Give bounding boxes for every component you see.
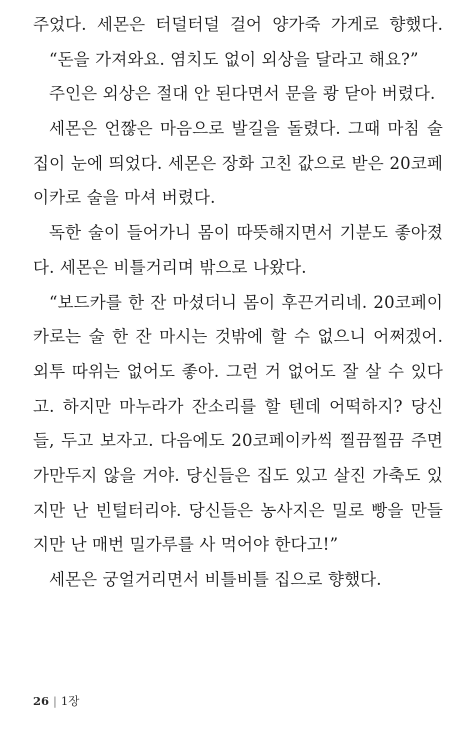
- text-line: 외투 따위는 없어도 좋아. 그런 거 없어도 잘 살 수 있다: [33, 361, 443, 381]
- text-line: 지만 난 매번 밀가루를 사 먹어야 한다고!”: [33, 535, 339, 555]
- text-line: 집이 눈에 띄었다. 세몬은 장화 고친 값으로 받은 20코페: [33, 153, 443, 173]
- text-line: 들, 두고 보자고. 다음에도 20코페이카씩 찔끔찔끔 주면: [33, 431, 443, 451]
- body-text: [33, 8, 443, 598]
- page-footer: [33, 693, 79, 709]
- chapter-label: 1장: [60, 694, 80, 708]
- text-line: 독한 술이 들어가니 몸이 따뜻해지면서 기분도 좋아졌: [49, 223, 443, 243]
- text-line: “돈을 가져와요. 염치도 없이 외상을 달라고 해요?”: [49, 49, 419, 69]
- text-line: 가만두지 않을 거야. 당신들은 집도 있고 살진 가축도 있: [33, 465, 443, 485]
- text-line: 고. 하지만 마누라가 잔소리를 할 텐데 어떡하지? 당신: [33, 396, 443, 416]
- text-line: 카로는 술 한 잔 마시는 것밖에 할 수 없으니 어쩌겠어.: [33, 327, 443, 347]
- text-line: 지만 난 빈털터리야. 당신들은 농사지은 밀로 빵을 만들: [33, 500, 443, 520]
- text-line: “보드카를 한 잔 마셨더니 몸이 후끈거리네. 20코페이: [49, 292, 443, 312]
- text-line: 이카로 술을 마셔 버렸다.: [33, 188, 216, 208]
- text-line: 세몬은 언짢은 마음으로 발길을 돌렸다. 그때 마침 술: [49, 119, 443, 139]
- page-number: 26: [33, 694, 50, 708]
- text-line: 세몬은 궁얼거리면서 비틀비틀 집으로 향했다.: [49, 570, 382, 589]
- text-line: 다. 세몬은 비틀거리며 밖으로 나왔다.: [33, 257, 307, 277]
- footer-separator: |: [53, 694, 57, 708]
- text-line: 주었다. 세몬은 터덜터덜 걸어 양가죽 가게로 향했다.: [33, 15, 443, 34]
- text-line: 주인은 외상은 절대 안 된다면서 문을 쾅 닫아 버렸다.: [49, 84, 436, 104]
